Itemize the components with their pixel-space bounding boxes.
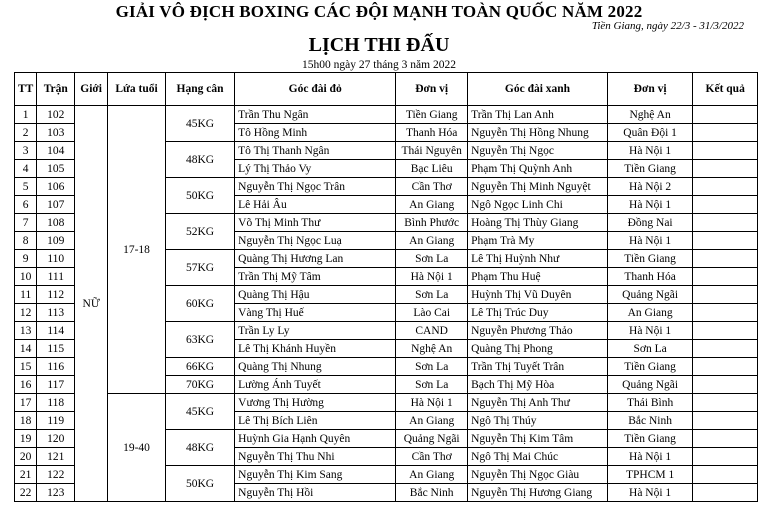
cell-tran: 121 (37, 448, 75, 466)
cell-result (693, 304, 758, 322)
cell-blue-unit: An Giang (607, 304, 693, 322)
cell-blue-unit: TPHCM 1 (607, 466, 693, 484)
cell-result (693, 484, 758, 502)
cell-result (693, 178, 758, 196)
cell-red-corner: Lý Thị Thảo Vy (235, 160, 396, 178)
schedule-title: LỊCH THI ĐẤU (308, 34, 450, 56)
cell-hang-can: 50KG (165, 466, 234, 502)
cell-red-corner: Lê Thị Bích Liên (235, 412, 396, 430)
cell-result (693, 268, 758, 286)
cell-red-corner: Nguyễn Thị Hồi (235, 484, 396, 502)
cell-blue-corner: Nguyễn Thị Ngọc Giàu (468, 466, 608, 484)
cell-red-unit: An Giang (396, 466, 468, 484)
cell-blue-corner: Trần Thị Tuyết Trân (468, 358, 608, 376)
cell-blue-unit: Bắc Ninh (607, 412, 693, 430)
cell-tt: 1 (15, 106, 37, 124)
cell-red-corner: Trần Ly Ly (235, 322, 396, 340)
cell-result (693, 394, 758, 412)
cell-red-corner: Quàng Thị Hương Lan (235, 250, 396, 268)
cell-blue-unit: Quảng Ngãi (607, 286, 693, 304)
cell-blue-unit: Nghệ An (607, 106, 693, 124)
cell-tt: 5 (15, 178, 37, 196)
col-goc-do: Góc đài đỏ (235, 73, 396, 106)
cell-tran: 103 (37, 124, 75, 142)
cell-red-corner: Lê Thị Khánh Huyền (235, 340, 396, 358)
cell-red-unit: Hà Nội 1 (396, 394, 468, 412)
cell-tt: 20 (15, 448, 37, 466)
cell-result (693, 358, 758, 376)
col-goc-xanh: Góc đài xanh (468, 73, 608, 106)
cell-blue-corner: Bạch Thị Mỹ Hòa (468, 376, 608, 394)
cell-result (693, 232, 758, 250)
cell-tt: 16 (15, 376, 37, 394)
cell-tt: 2 (15, 124, 37, 142)
cell-tt: 18 (15, 412, 37, 430)
col-hang-can: Hạng cân (165, 73, 234, 106)
cell-tran: 116 (37, 358, 75, 376)
cell-red-corner: Lê Hải Âu (235, 196, 396, 214)
cell-red-corner: Trần Thị Mỹ Tâm (235, 268, 396, 286)
cell-tt: 14 (15, 340, 37, 358)
cell-red-unit: CAND (396, 322, 468, 340)
schedule-time: 15h00 ngày 27 tháng 3 năm 2022 (302, 59, 456, 71)
cell-red-corner: Trần Thu Ngân (235, 106, 396, 124)
col-don-vi-do: Đơn vị (396, 73, 468, 106)
schedule-table (14, 72, 758, 502)
cell-blue-unit: Tiền Giang (607, 358, 693, 376)
cell-tran: 107 (37, 196, 75, 214)
cell-blue-corner: Phạm Thu Huệ (468, 268, 608, 286)
table-row (15, 106, 758, 124)
cell-result (693, 214, 758, 232)
cell-red-corner: Nguyễn Thị Ngọc Luạ (235, 232, 396, 250)
cell-red-unit: Thái Nguyên (396, 142, 468, 160)
cell-blue-unit: Thái Bình (607, 394, 693, 412)
cell-hang-can: 70KG (165, 376, 234, 394)
cell-result (693, 196, 758, 214)
location-date: Tiền Giang, ngày 22/3 - 31/3/2022 (591, 20, 744, 32)
cell-red-unit: Sơn La (396, 358, 468, 376)
cell-blue-corner: Nguyễn Thị Minh Nguyệt (468, 178, 608, 196)
cell-blue-unit: Quảng Ngãi (607, 376, 693, 394)
cell-tran: 118 (37, 394, 75, 412)
col-tt: TT (15, 73, 37, 106)
cell-gioi: NỮ (75, 106, 108, 502)
cell-red-unit: Hà Nội 1 (396, 268, 468, 286)
cell-result (693, 430, 758, 448)
cell-tt: 6 (15, 196, 37, 214)
cell-result (693, 142, 758, 160)
cell-red-corner: Vàng Thị Huế (235, 304, 396, 322)
cell-tt: 15 (15, 358, 37, 376)
cell-result (693, 448, 758, 466)
cell-hang-can: 45KG (165, 394, 234, 430)
cell-tt: 17 (15, 394, 37, 412)
cell-blue-corner: Ngô Ngọc Linh Chi (468, 196, 608, 214)
cell-red-corner: Quàng Thị Nhung (235, 358, 396, 376)
cell-blue-corner: Nguyễn Thị Hương Giang (468, 484, 608, 502)
cell-blue-corner: Phạm Thị Quỳnh Anh (468, 160, 608, 178)
cell-red-corner: Võ Thị Minh Thư (235, 214, 396, 232)
col-don-vi-xanh: Đơn vị (607, 73, 693, 106)
cell-tt: 12 (15, 304, 37, 322)
cell-red-unit: Bạc Liêu (396, 160, 468, 178)
cell-hang-can: 60KG (165, 286, 234, 322)
cell-tran: 115 (37, 340, 75, 358)
cell-result (693, 124, 758, 142)
cell-hang-can: 52KG (165, 214, 234, 250)
cell-tt: 8 (15, 232, 37, 250)
cell-blue-unit: Hà Nội 1 (607, 142, 693, 160)
cell-blue-unit: Hà Nội 1 (607, 232, 693, 250)
cell-tran: 114 (37, 322, 75, 340)
cell-result (693, 250, 758, 268)
cell-blue-corner: Quàng Thị Phong (468, 340, 608, 358)
cell-tt: 13 (15, 322, 37, 340)
cell-tt: 21 (15, 466, 37, 484)
cell-blue-unit: Tiền Giang (607, 160, 693, 178)
cell-blue-corner: Huỳnh Thị Vũ Duyên (468, 286, 608, 304)
cell-blue-corner: Hoàng Thị Thùy Giang (468, 214, 608, 232)
cell-red-unit: Nghệ An (396, 340, 468, 358)
cell-tran: 110 (37, 250, 75, 268)
col-gioi: Giới (75, 73, 108, 106)
cell-red-corner: Vương Thị Hường (235, 394, 396, 412)
cell-red-unit: Sơn La (396, 250, 468, 268)
col-tran: Trận (37, 73, 75, 106)
col-ket-qua: Kết quả (693, 73, 758, 106)
cell-lua-tuoi: 19-40 (108, 394, 166, 502)
cell-tran: 117 (37, 376, 75, 394)
cell-blue-corner: Ngô Thị Thúy (468, 412, 608, 430)
cell-result (693, 160, 758, 178)
cell-blue-unit: Thanh Hóa (607, 268, 693, 286)
cell-tran: 102 (37, 106, 75, 124)
header-row (15, 73, 758, 106)
cell-result (693, 466, 758, 484)
cell-tt: 4 (15, 160, 37, 178)
cell-result (693, 376, 758, 394)
cell-red-corner: Nguyễn Thị Thu Nhi (235, 448, 396, 466)
cell-red-unit: Lào Cai (396, 304, 468, 322)
cell-red-unit: Bắc Ninh (396, 484, 468, 502)
cell-blue-unit: Hà Nội 1 (607, 448, 693, 466)
cell-blue-unit: Tiền Giang (607, 430, 693, 448)
cell-blue-unit: Hà Nội 1 (607, 484, 693, 502)
cell-red-corner: Huỳnh Gia Hạnh Quyên (235, 430, 396, 448)
cell-red-unit: Sơn La (396, 376, 468, 394)
cell-red-unit: Quảng Ngãi (396, 430, 468, 448)
cell-hang-can: 66KG (165, 358, 234, 376)
cell-hang-can: 45KG (165, 106, 234, 142)
cell-result (693, 286, 758, 304)
cell-tran: 108 (37, 214, 75, 232)
cell-red-corner: Nguyễn Thị Kim Sang (235, 466, 396, 484)
cell-tran: 112 (37, 286, 75, 304)
cell-red-unit: Sơn La (396, 286, 468, 304)
cell-blue-corner: Lê Thị Trúc Duy (468, 304, 608, 322)
cell-blue-corner: Lê Thị Huỳnh Như (468, 250, 608, 268)
cell-hang-can: 63KG (165, 322, 234, 358)
cell-tran: 105 (37, 160, 75, 178)
cell-red-corner: Nguyễn Thị Ngọc Trân (235, 178, 396, 196)
cell-tran: 104 (37, 142, 75, 160)
table-row (15, 394, 758, 412)
cell-hang-can: 48KG (165, 430, 234, 466)
cell-red-corner: Tô Thị Thanh Ngân (235, 142, 396, 160)
cell-red-corner: Lường Ánh Tuyết (235, 376, 396, 394)
cell-tran: 111 (37, 268, 75, 286)
cell-blue-unit: Đồng Nai (607, 214, 693, 232)
page-title: GIẢI VÔ ĐỊCH BOXING CÁC ĐỘI MẠNH TOÀN QUỐC NĂM 2022 (115, 2, 643, 21)
cell-tran: 119 (37, 412, 75, 430)
cell-blue-unit: Hà Nội 2 (607, 178, 693, 196)
cell-blue-corner: Trần Thị Lan Anh (468, 106, 608, 124)
cell-hang-can: 50KG (165, 178, 234, 214)
cell-blue-corner: Nguyễn Thị Hồng Nhung (468, 124, 608, 142)
cell-hang-can: 48KG (165, 142, 234, 178)
cell-tran: 120 (37, 430, 75, 448)
cell-red-unit: Bình Phước (396, 214, 468, 232)
cell-red-unit: Thanh Hóa (396, 124, 468, 142)
cell-blue-unit: Quân Đội 1 (607, 124, 693, 142)
cell-tran: 109 (37, 232, 75, 250)
cell-tt: 7 (15, 214, 37, 232)
cell-red-unit: An Giang (396, 196, 468, 214)
cell-tran: 123 (37, 484, 75, 502)
cell-blue-corner: Nguyễn Thị Kim Tâm (468, 430, 608, 448)
cell-blue-corner: Ngô Thị Mai Chúc (468, 448, 608, 466)
cell-red-unit: An Giang (396, 412, 468, 430)
cell-blue-corner: Nguyễn Phương Thảo (468, 322, 608, 340)
cell-blue-corner: Phạm Trà My (468, 232, 608, 250)
cell-red-unit: Cần Thơ (396, 178, 468, 196)
cell-result (693, 322, 758, 340)
cell-tt: 9 (15, 250, 37, 268)
cell-tran: 113 (37, 304, 75, 322)
cell-red-unit: An Giang (396, 232, 468, 250)
cell-lua-tuoi: 17-18 (108, 106, 166, 394)
col-lua-tuoi: Lứa tuổi (108, 73, 166, 106)
cell-red-corner: Quàng Thị Hậu (235, 286, 396, 304)
cell-tt: 22 (15, 484, 37, 502)
cell-hang-can: 57KG (165, 250, 234, 286)
cell-blue-corner: Nguyễn Thị Anh Thư (468, 394, 608, 412)
cell-result (693, 340, 758, 358)
cell-red-corner: Tô Hồng Minh (235, 124, 396, 142)
cell-blue-unit: Sơn La (607, 340, 693, 358)
cell-tt: 11 (15, 286, 37, 304)
cell-result (693, 106, 758, 124)
cell-result (693, 412, 758, 430)
cell-tt: 19 (15, 430, 37, 448)
cell-tt: 10 (15, 268, 37, 286)
cell-blue-corner: Nguyễn Thị Ngọc (468, 142, 608, 160)
cell-tt: 3 (15, 142, 37, 160)
cell-tran: 122 (37, 466, 75, 484)
cell-red-unit: Tiền Giang (396, 106, 468, 124)
cell-blue-unit: Hà Nội 1 (607, 322, 693, 340)
cell-blue-unit: Tiền Giang (607, 250, 693, 268)
cell-tran: 106 (37, 178, 75, 196)
cell-red-unit: Cần Thơ (396, 448, 468, 466)
cell-blue-unit: Hà Nội 1 (607, 196, 693, 214)
